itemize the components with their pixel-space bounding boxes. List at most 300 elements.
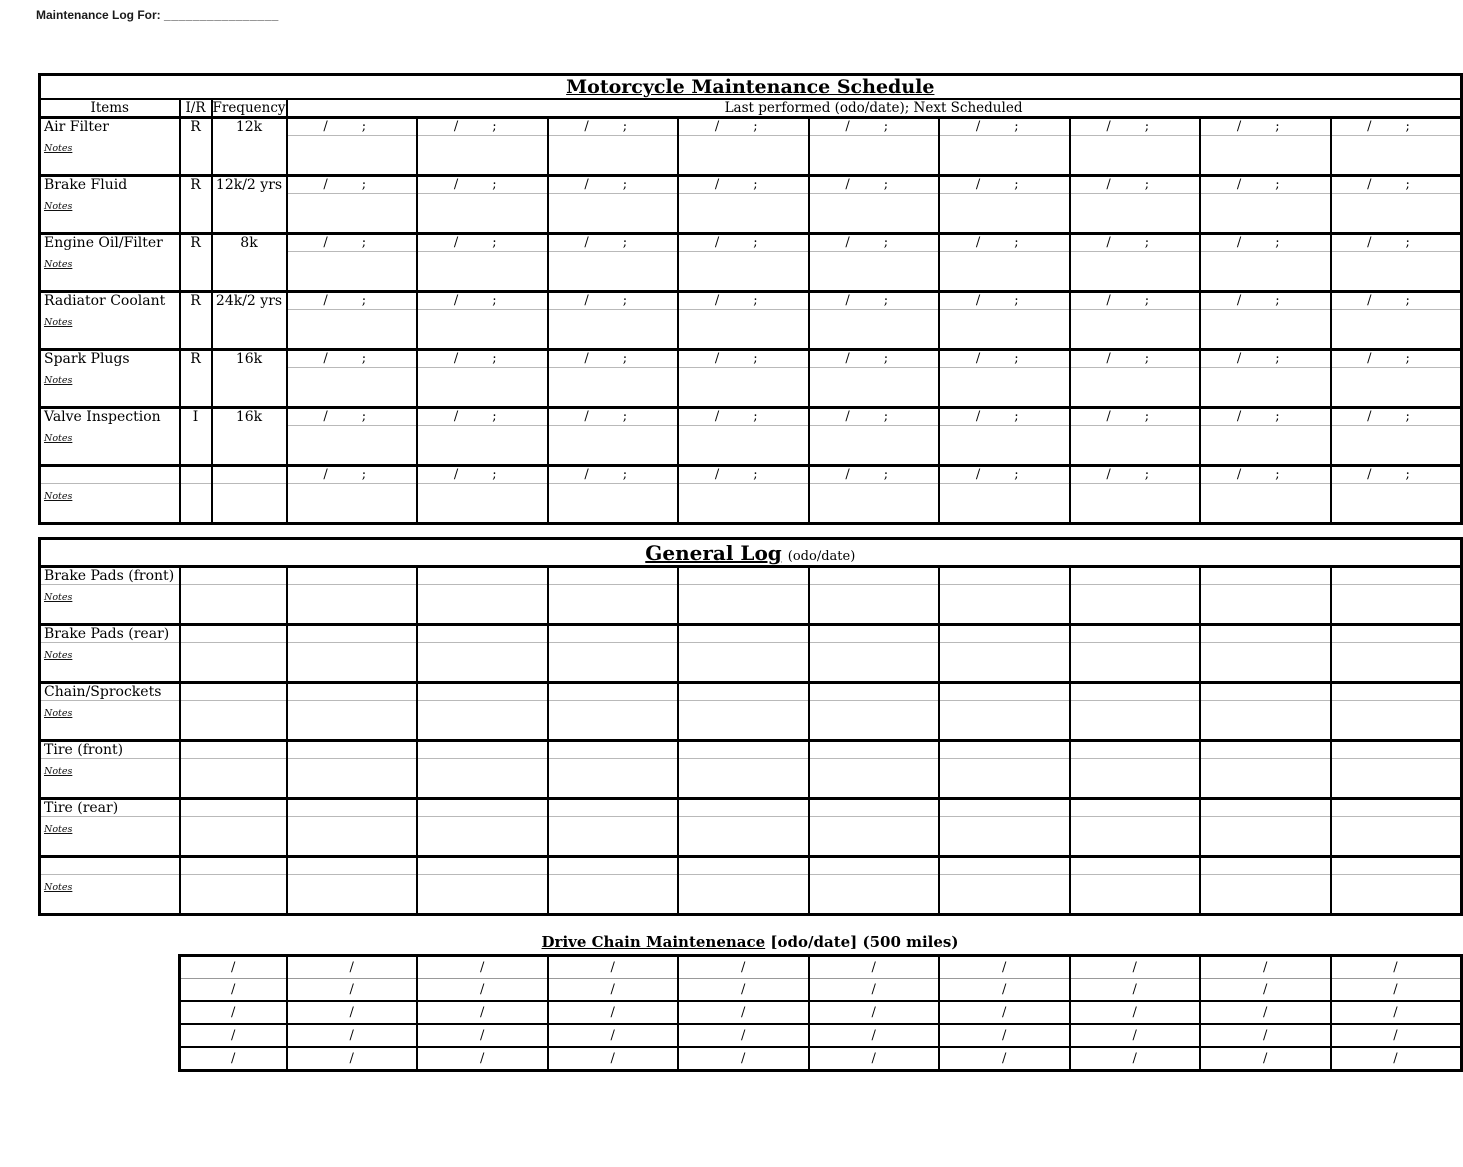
notes-cell[interactable] — [40, 585, 180, 625]
notes-entry-cell[interactable] — [1070, 136, 1201, 176]
notes-entry-cell[interactable] — [1200, 759, 1331, 799]
notes-entry-cell[interactable] — [809, 643, 940, 683]
log-entry-cell[interactable] — [287, 799, 418, 817]
log-entry-cell[interactable] — [1200, 350, 1331, 368]
notes-entry-cell[interactable] — [180, 585, 287, 625]
drive-chain-entry-cell[interactable] — [417, 1024, 548, 1047]
notes-entry-cell[interactable] — [287, 368, 418, 408]
log-entry-cell[interactable] — [287, 234, 418, 252]
notes-cell[interactable] — [40, 136, 180, 176]
log-entry-cell[interactable] — [548, 466, 679, 484]
log-entry-cell[interactable] — [1200, 118, 1331, 136]
notes-entry-cell[interactable] — [548, 701, 679, 741]
drive-chain-entry-cell[interactable] — [1070, 956, 1201, 979]
notes-entry-cell[interactable] — [1070, 426, 1201, 466]
log-entry-cell[interactable] — [1070, 234, 1201, 252]
notes-entry-cell[interactable] — [1331, 701, 1462, 741]
empty-cell[interactable] — [212, 252, 287, 292]
notes-entry-cell[interactable] — [417, 817, 548, 857]
log-entry-cell[interactable] — [1331, 741, 1462, 759]
log-entry-cell[interactable] — [809, 799, 940, 817]
log-entry-cell[interactable] — [678, 292, 809, 310]
notes-entry-cell[interactable] — [1331, 310, 1462, 350]
drive-chain-entry-cell[interactable] — [939, 1024, 1070, 1047]
drive-chain-entry-cell[interactable] — [678, 1024, 809, 1047]
log-entry-cell[interactable] — [417, 857, 548, 875]
log-entry-cell[interactable] — [1070, 408, 1201, 426]
notes-entry-cell[interactable] — [417, 252, 548, 292]
notes-entry-cell[interactable] — [548, 310, 679, 350]
notes-entry-cell[interactable] — [1331, 426, 1462, 466]
notes-cell[interactable] — [40, 701, 180, 741]
log-entry-cell[interactable] — [1200, 466, 1331, 484]
drive-chain-entry-cell[interactable] — [287, 1001, 418, 1024]
log-entry-cell[interactable] — [1070, 292, 1201, 310]
drive-chain-entry-cell[interactable] — [1070, 979, 1201, 1002]
drive-chain-entry-cell[interactable] — [1331, 1024, 1462, 1047]
log-entry-cell[interactable] — [287, 466, 418, 484]
notes-entry-cell[interactable] — [809, 759, 940, 799]
log-entry-cell[interactable] — [1070, 466, 1201, 484]
log-entry-cell[interactable] — [809, 176, 940, 194]
drive-chain-entry-cell[interactable] — [1331, 979, 1462, 1002]
log-entry-cell[interactable] — [678, 234, 809, 252]
log-entry-cell[interactable] — [939, 350, 1070, 368]
empty-cell[interactable] — [212, 194, 287, 234]
notes-entry-cell[interactable] — [417, 643, 548, 683]
log-entry-cell[interactable] — [1070, 857, 1201, 875]
log-entry-cell[interactable] — [939, 567, 1070, 585]
notes-entry-cell[interactable] — [548, 426, 679, 466]
empty-cell[interactable] — [212, 368, 287, 408]
log-entry-cell[interactable] — [809, 567, 940, 585]
notes-entry-cell[interactable] — [287, 194, 418, 234]
notes-entry-cell[interactable] — [1331, 759, 1462, 799]
notes-entry-cell[interactable] — [287, 875, 418, 915]
notes-entry-cell[interactable] — [809, 368, 940, 408]
log-entry-cell[interactable] — [939, 466, 1070, 484]
notes-entry-cell[interactable] — [1070, 368, 1201, 408]
notes-cell[interactable] — [40, 426, 180, 466]
notes-entry-cell[interactable] — [1070, 484, 1201, 524]
notes-entry-cell[interactable] — [939, 585, 1070, 625]
log-entry-cell[interactable] — [180, 625, 287, 643]
notes-entry-cell[interactable] — [417, 484, 548, 524]
drive-chain-entry-cell[interactable] — [417, 979, 548, 1002]
notes-entry-cell[interactable] — [287, 759, 418, 799]
empty-cell[interactable] — [180, 194, 212, 234]
notes-entry-cell[interactable] — [417, 310, 548, 350]
notes-entry-cell[interactable] — [939, 368, 1070, 408]
drive-chain-entry-cell[interactable] — [1331, 956, 1462, 979]
notes-entry-cell[interactable] — [548, 484, 679, 524]
log-entry-cell[interactable] — [287, 567, 418, 585]
drive-chain-entry-cell[interactable] — [548, 1024, 679, 1047]
drive-chain-entry-cell[interactable] — [678, 979, 809, 1002]
log-entry-cell[interactable] — [180, 567, 287, 585]
notes-entry-cell[interactable] — [1200, 484, 1331, 524]
log-entry-cell[interactable] — [678, 176, 809, 194]
log-entry-cell[interactable] — [678, 118, 809, 136]
log-entry-cell[interactable] — [1331, 466, 1462, 484]
notes-entry-cell[interactable] — [678, 426, 809, 466]
notes-entry-cell[interactable] — [809, 701, 940, 741]
notes-entry-cell[interactable] — [417, 136, 548, 176]
notes-entry-cell[interactable] — [939, 194, 1070, 234]
notes-entry-cell[interactable] — [1200, 310, 1331, 350]
log-entry-cell[interactable] — [1331, 683, 1462, 701]
log-entry-cell[interactable] — [809, 683, 940, 701]
notes-entry-cell[interactable] — [809, 136, 940, 176]
empty-cell[interactable] — [212, 484, 287, 524]
notes-entry-cell[interactable] — [678, 875, 809, 915]
log-entry-cell[interactable] — [939, 683, 1070, 701]
notes-entry-cell[interactable] — [287, 310, 418, 350]
notes-entry-cell[interactable] — [548, 368, 679, 408]
log-entry-cell[interactable] — [1200, 234, 1331, 252]
notes-entry-cell[interactable] — [1070, 310, 1201, 350]
log-entry-cell[interactable] — [809, 741, 940, 759]
drive-chain-entry-cell[interactable] — [180, 1047, 287, 1071]
log-entry-cell[interactable] — [1331, 625, 1462, 643]
log-entry-cell[interactable] — [1070, 683, 1201, 701]
drive-chain-entry-cell[interactable] — [1200, 1024, 1331, 1047]
notes-cell[interactable] — [40, 310, 180, 350]
drive-chain-entry-cell[interactable] — [1200, 1001, 1331, 1024]
notes-entry-cell[interactable] — [180, 701, 287, 741]
drive-chain-entry-cell[interactable] — [548, 956, 679, 979]
notes-entry-cell[interactable] — [1331, 643, 1462, 683]
notes-entry-cell[interactable] — [809, 426, 940, 466]
notes-entry-cell[interactable] — [417, 194, 548, 234]
empty-cell[interactable] — [180, 310, 212, 350]
notes-entry-cell[interactable] — [417, 585, 548, 625]
notes-entry-cell[interactable] — [1331, 817, 1462, 857]
log-entry-cell[interactable] — [417, 292, 548, 310]
empty-cell[interactable] — [180, 136, 212, 176]
log-entry-cell[interactable] — [1070, 799, 1201, 817]
notes-entry-cell[interactable] — [1200, 643, 1331, 683]
log-entry-cell[interactable] — [1331, 857, 1462, 875]
log-entry-cell[interactable] — [678, 350, 809, 368]
log-entry-cell[interactable] — [548, 292, 679, 310]
log-entry-cell[interactable] — [417, 234, 548, 252]
log-entry-cell[interactable] — [180, 799, 287, 817]
drive-chain-entry-cell[interactable] — [809, 1047, 940, 1071]
log-entry-cell[interactable] — [939, 625, 1070, 643]
drive-chain-entry-cell[interactable] — [939, 1047, 1070, 1071]
drive-chain-entry-cell[interactable] — [180, 1024, 287, 1047]
notes-entry-cell[interactable] — [548, 252, 679, 292]
notes-entry-cell[interactable] — [678, 817, 809, 857]
log-entry-cell[interactable] — [417, 683, 548, 701]
log-entry-cell[interactable] — [678, 857, 809, 875]
log-entry-cell[interactable] — [809, 234, 940, 252]
notes-entry-cell[interactable] — [1200, 194, 1331, 234]
empty-cell[interactable] — [180, 252, 212, 292]
log-entry-cell[interactable] — [1070, 625, 1201, 643]
notes-entry-cell[interactable] — [1331, 194, 1462, 234]
notes-entry-cell[interactable] — [287, 484, 418, 524]
notes-entry-cell[interactable] — [1070, 643, 1201, 683]
notes-entry-cell[interactable] — [1200, 817, 1331, 857]
drive-chain-entry-cell[interactable] — [548, 1001, 679, 1024]
notes-entry-cell[interactable] — [548, 585, 679, 625]
notes-entry-cell[interactable] — [287, 817, 418, 857]
log-entry-cell[interactable] — [1331, 176, 1462, 194]
log-entry-cell[interactable] — [1070, 567, 1201, 585]
notes-entry-cell[interactable] — [1070, 759, 1201, 799]
log-entry-cell[interactable] — [548, 625, 679, 643]
log-entry-cell[interactable] — [287, 292, 418, 310]
notes-entry-cell[interactable] — [1070, 194, 1201, 234]
drive-chain-entry-cell[interactable] — [548, 979, 679, 1002]
notes-entry-cell[interactable] — [417, 701, 548, 741]
log-entry-cell[interactable] — [1331, 567, 1462, 585]
log-entry-cell[interactable] — [939, 741, 1070, 759]
notes-cell[interactable] — [40, 817, 180, 857]
log-entry-cell[interactable] — [939, 118, 1070, 136]
notes-entry-cell[interactable] — [548, 759, 679, 799]
notes-entry-cell[interactable] — [809, 310, 940, 350]
notes-entry-cell[interactable] — [1070, 817, 1201, 857]
drive-chain-entry-cell[interactable] — [678, 956, 809, 979]
log-entry-cell[interactable] — [417, 466, 548, 484]
empty-cell[interactable] — [212, 136, 287, 176]
notes-entry-cell[interactable] — [939, 484, 1070, 524]
log-entry-cell[interactable] — [287, 683, 418, 701]
log-entry-cell[interactable] — [1200, 857, 1331, 875]
notes-entry-cell[interactable] — [678, 759, 809, 799]
drive-chain-entry-cell[interactable] — [287, 956, 418, 979]
log-entry-cell[interactable] — [548, 408, 679, 426]
drive-chain-entry-cell[interactable] — [180, 979, 287, 1002]
drive-chain-entry-cell[interactable] — [548, 1047, 679, 1071]
notes-entry-cell[interactable] — [1331, 484, 1462, 524]
drive-chain-entry-cell[interactable] — [180, 956, 287, 979]
notes-cell[interactable] — [40, 194, 180, 234]
log-entry-cell[interactable] — [548, 118, 679, 136]
notes-entry-cell[interactable] — [417, 426, 548, 466]
drive-chain-entry-cell[interactable] — [287, 1047, 418, 1071]
log-for-blank-field[interactable]: ________________ — [164, 8, 279, 22]
notes-entry-cell[interactable] — [287, 643, 418, 683]
notes-cell[interactable] — [40, 875, 180, 915]
log-entry-cell[interactable] — [1200, 408, 1331, 426]
drive-chain-entry-cell[interactable] — [417, 1001, 548, 1024]
drive-chain-entry-cell[interactable] — [287, 979, 418, 1002]
log-entry-cell[interactable] — [809, 118, 940, 136]
notes-entry-cell[interactable] — [287, 585, 418, 625]
log-entry-cell[interactable] — [939, 292, 1070, 310]
notes-entry-cell[interactable] — [809, 194, 940, 234]
drive-chain-entry-cell[interactable] — [180, 1001, 287, 1024]
notes-entry-cell[interactable] — [287, 136, 418, 176]
notes-entry-cell[interactable] — [1331, 136, 1462, 176]
empty-cell[interactable] — [212, 310, 287, 350]
log-entry-cell[interactable] — [287, 350, 418, 368]
notes-entry-cell[interactable] — [548, 136, 679, 176]
notes-entry-cell[interactable] — [809, 817, 940, 857]
log-entry-cell[interactable] — [1070, 350, 1201, 368]
log-entry-cell[interactable] — [1331, 799, 1462, 817]
drive-chain-entry-cell[interactable] — [287, 1024, 418, 1047]
log-entry-cell[interactable] — [548, 741, 679, 759]
notes-entry-cell[interactable] — [678, 136, 809, 176]
log-entry-cell[interactable] — [1200, 625, 1331, 643]
notes-entry-cell[interactable] — [678, 585, 809, 625]
log-entry-cell[interactable] — [1331, 408, 1462, 426]
drive-chain-entry-cell[interactable] — [1331, 1047, 1462, 1071]
notes-entry-cell[interactable] — [678, 484, 809, 524]
log-entry-cell[interactable] — [1331, 292, 1462, 310]
log-entry-cell[interactable] — [417, 408, 548, 426]
drive-chain-entry-cell[interactable] — [809, 1024, 940, 1047]
log-entry-cell[interactable] — [287, 741, 418, 759]
notes-entry-cell[interactable] — [939, 426, 1070, 466]
notes-entry-cell[interactable] — [1070, 585, 1201, 625]
notes-entry-cell[interactable] — [180, 817, 287, 857]
notes-entry-cell[interactable] — [1331, 585, 1462, 625]
drive-chain-entry-cell[interactable] — [417, 956, 548, 979]
notes-entry-cell[interactable] — [548, 817, 679, 857]
drive-chain-entry-cell[interactable] — [417, 1047, 548, 1071]
notes-entry-cell[interactable] — [417, 759, 548, 799]
notes-entry-cell[interactable] — [1070, 252, 1201, 292]
log-entry-cell[interactable] — [287, 408, 418, 426]
notes-entry-cell[interactable] — [180, 875, 287, 915]
log-entry-cell[interactable] — [417, 176, 548, 194]
log-entry-cell[interactable] — [809, 408, 940, 426]
notes-cell[interactable] — [40, 368, 180, 408]
log-entry-cell[interactable] — [1331, 350, 1462, 368]
notes-entry-cell[interactable] — [287, 426, 418, 466]
notes-entry-cell[interactable] — [1200, 252, 1331, 292]
log-entry-cell[interactable] — [939, 799, 1070, 817]
notes-entry-cell[interactable] — [809, 252, 940, 292]
empty-cell[interactable] — [180, 368, 212, 408]
empty-cell[interactable] — [180, 484, 212, 524]
log-entry-cell[interactable] — [180, 857, 287, 875]
log-entry-cell[interactable] — [678, 408, 809, 426]
notes-entry-cell[interactable] — [809, 484, 940, 524]
log-entry-cell[interactable] — [809, 625, 940, 643]
notes-entry-cell[interactable] — [678, 310, 809, 350]
log-entry-cell[interactable] — [1200, 567, 1331, 585]
log-entry-cell[interactable] — [548, 567, 679, 585]
drive-chain-entry-cell[interactable] — [809, 956, 940, 979]
log-entry-cell[interactable] — [1200, 292, 1331, 310]
log-entry-cell[interactable] — [180, 741, 287, 759]
log-entry-cell[interactable] — [1331, 118, 1462, 136]
log-entry-cell[interactable] — [417, 625, 548, 643]
notes-cell[interactable] — [40, 484, 180, 524]
log-entry-cell[interactable] — [1331, 234, 1462, 252]
empty-cell[interactable] — [180, 426, 212, 466]
log-entry-cell[interactable] — [417, 118, 548, 136]
log-entry-cell[interactable] — [939, 408, 1070, 426]
drive-chain-entry-cell[interactable] — [1200, 1047, 1331, 1071]
notes-entry-cell[interactable] — [939, 701, 1070, 741]
log-entry-cell[interactable] — [809, 350, 940, 368]
notes-entry-cell[interactable] — [1200, 368, 1331, 408]
drive-chain-entry-cell[interactable] — [939, 956, 1070, 979]
notes-entry-cell[interactable] — [1200, 585, 1331, 625]
notes-entry-cell[interactable] — [417, 368, 548, 408]
log-entry-cell[interactable] — [548, 350, 679, 368]
notes-entry-cell[interactable] — [1331, 252, 1462, 292]
log-entry-cell[interactable] — [678, 799, 809, 817]
notes-entry-cell[interactable] — [939, 759, 1070, 799]
log-entry-cell[interactable] — [417, 350, 548, 368]
notes-entry-cell[interactable] — [287, 252, 418, 292]
notes-cell[interactable] — [40, 759, 180, 799]
drive-chain-entry-cell[interactable] — [809, 1001, 940, 1024]
notes-entry-cell[interactable] — [678, 368, 809, 408]
log-entry-cell[interactable] — [1200, 176, 1331, 194]
drive-chain-entry-cell[interactable] — [1070, 1001, 1201, 1024]
notes-entry-cell[interactable] — [939, 817, 1070, 857]
notes-entry-cell[interactable] — [1331, 875, 1462, 915]
log-entry-cell[interactable] — [1070, 741, 1201, 759]
drive-chain-entry-cell[interactable] — [939, 979, 1070, 1002]
drive-chain-entry-cell[interactable] — [1331, 1001, 1462, 1024]
drive-chain-entry-cell[interactable] — [1070, 1024, 1201, 1047]
log-entry-cell[interactable] — [287, 118, 418, 136]
log-entry-cell[interactable] — [678, 683, 809, 701]
notes-entry-cell[interactable] — [678, 643, 809, 683]
notes-entry-cell[interactable] — [1200, 701, 1331, 741]
log-entry-cell[interactable] — [678, 567, 809, 585]
log-entry-cell[interactable] — [1070, 118, 1201, 136]
log-entry-cell[interactable] — [678, 741, 809, 759]
log-entry-cell[interactable] — [548, 857, 679, 875]
log-entry-cell[interactable] — [287, 176, 418, 194]
notes-entry-cell[interactable] — [939, 136, 1070, 176]
log-entry-cell[interactable] — [809, 857, 940, 875]
notes-entry-cell[interactable] — [548, 875, 679, 915]
notes-entry-cell[interactable] — [809, 875, 940, 915]
notes-entry-cell[interactable] — [548, 643, 679, 683]
notes-entry-cell[interactable] — [678, 194, 809, 234]
log-entry-cell[interactable] — [1200, 799, 1331, 817]
log-entry-cell[interactable] — [417, 567, 548, 585]
notes-entry-cell[interactable] — [1070, 701, 1201, 741]
log-entry-cell[interactable] — [548, 799, 679, 817]
log-entry-cell[interactable] — [939, 176, 1070, 194]
log-entry-cell[interactable] — [287, 857, 418, 875]
notes-entry-cell[interactable] — [180, 759, 287, 799]
notes-entry-cell[interactable] — [1070, 875, 1201, 915]
log-entry-cell[interactable] — [548, 176, 679, 194]
notes-entry-cell[interactable] — [1331, 368, 1462, 408]
log-entry-cell[interactable] — [939, 234, 1070, 252]
notes-entry-cell[interactable] — [939, 252, 1070, 292]
drive-chain-entry-cell[interactable] — [1070, 1047, 1201, 1071]
notes-cell[interactable] — [40, 252, 180, 292]
notes-entry-cell[interactable] — [1200, 875, 1331, 915]
notes-entry-cell[interactable] — [678, 701, 809, 741]
log-entry-cell[interactable] — [809, 466, 940, 484]
drive-chain-entry-cell[interactable] — [678, 1047, 809, 1071]
log-entry-cell[interactable] — [417, 799, 548, 817]
notes-cell[interactable] — [40, 643, 180, 683]
log-entry-cell[interactable] — [180, 683, 287, 701]
drive-chain-entry-cell[interactable] — [678, 1001, 809, 1024]
drive-chain-entry-cell[interactable] — [1200, 956, 1331, 979]
drive-chain-entry-cell[interactable] — [809, 979, 940, 1002]
log-entry-cell[interactable] — [678, 625, 809, 643]
